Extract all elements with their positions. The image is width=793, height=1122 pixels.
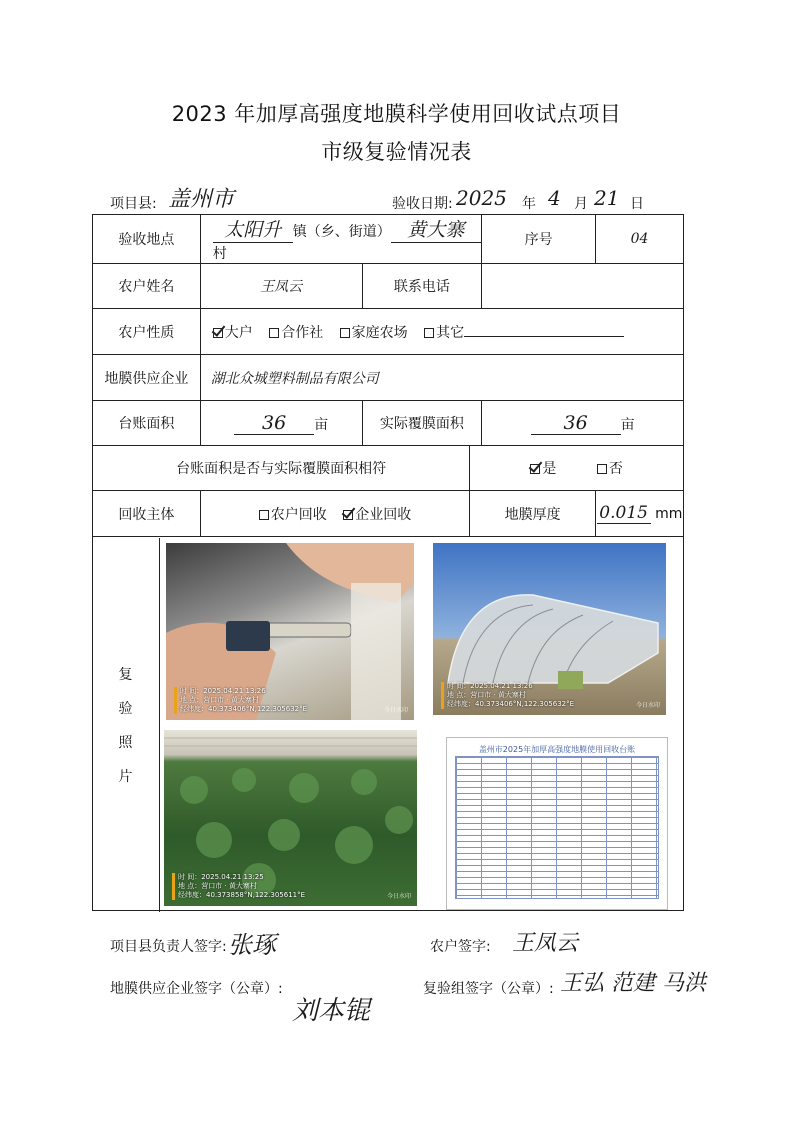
nature-family-label: 家庭农场 — [351, 324, 408, 341]
location-label: 验收地点 — [93, 215, 201, 264]
photo-1-watermark: 今日水印 — [383, 707, 408, 714]
phone-label: 联系电话 — [362, 264, 482, 309]
thickness-unit: mm — [655, 506, 683, 522]
town-value: 太阳升 — [213, 215, 293, 243]
farmer-sign-label: 农户签字: — [430, 939, 491, 955]
nature-coop-label: 合作社 — [281, 324, 324, 341]
recycle-company-label: 企业回收 — [355, 506, 412, 523]
recycle-farmer-checkbox[interactable] — [259, 510, 269, 520]
ledger-area-unit: 亩 — [314, 416, 329, 433]
supplier-signature: 刘本锟 — [292, 996, 371, 1026]
nature-other-checkbox[interactable] — [424, 328, 434, 338]
photo-2-time: 时 间：2025.04.21 13:26 — [447, 682, 533, 690]
farmer-signature: 王凤云 — [512, 931, 579, 956]
photos-label-char-2: 验 — [118, 701, 133, 717]
photo-2-stamp — [441, 682, 574, 709]
photos-label-char-3: 照 — [118, 735, 133, 751]
photo-greenhouse[interactable] — [433, 543, 666, 715]
nature-coop-checkbox[interactable] — [269, 328, 279, 338]
ledger-area-label: 台账面积 — [93, 401, 201, 446]
thickness-value: 0.015 — [597, 503, 651, 524]
village-value: 黄大寨 — [391, 215, 481, 243]
nature-family-checkbox[interactable] — [340, 328, 350, 338]
ledger-area-value: 36 — [234, 412, 314, 435]
village-unit: 村 — [212, 246, 227, 262]
document-title-line2: 市级复验情况表 — [321, 140, 472, 164]
photo-3-time: 时 间：2025.04.21 13:25 — [178, 873, 264, 881]
photos-label — [92, 538, 160, 912]
actual-area-value: 36 — [531, 412, 621, 435]
supplier-label: 地膜供应企业 — [93, 355, 201, 401]
nature-options — [200, 309, 683, 355]
photo-3-watermark: 今日水印 — [386, 893, 411, 900]
town-unit: 镇（乡、街道） — [292, 224, 391, 240]
farmer-name-label: 农户姓名 — [93, 264, 201, 309]
month-unit: 月 — [574, 196, 588, 212]
photo-3-stamp — [172, 873, 305, 900]
photo-ledger-document[interactable] — [446, 737, 668, 910]
supplier-sign-label: 地膜供应企业签字（公章）: — [110, 981, 283, 997]
review-sign-label: 复验组签字（公章）: — [423, 981, 554, 997]
phone-value — [482, 264, 684, 309]
year-unit: 年 — [522, 196, 536, 212]
photo-thickness-measure[interactable] — [166, 543, 414, 720]
match-yes-checkbox[interactable] — [530, 464, 540, 474]
nature-large-label: 大户 — [224, 324, 253, 341]
photos-label-char-4: 片 — [118, 769, 133, 785]
match-label: 台账面积是否与实际覆膜面积相符 — [93, 446, 470, 491]
date-day: 21 — [594, 186, 620, 210]
photo-crops[interactable] — [164, 730, 417, 906]
supplier-value: 湖北众城塑料制品有限公司 — [200, 355, 683, 401]
photos-label-char-1: 复 — [118, 667, 133, 683]
county-value: 盖州市 — [168, 187, 235, 212]
recycle-label: 回收主体 — [93, 491, 201, 537]
photo-1-place: 地 点：营口市 · 黄大寨村 — [180, 696, 259, 704]
review-signature: 王弘 范建 马洪 — [560, 971, 706, 996]
match-options — [470, 446, 684, 491]
thickness-label: 地膜厚度 — [470, 491, 596, 537]
farmer-name-value: 王凤云 — [200, 264, 362, 309]
recycle-farmer-label: 农户回收 — [270, 506, 327, 523]
photo-1-time: 时 间：2025.04.21 13:26 — [180, 687, 266, 695]
county-head-signature: 张琢 — [228, 931, 276, 959]
date-month: 4 — [548, 186, 561, 210]
recycle-options — [200, 491, 470, 537]
day-unit: 日 — [630, 196, 644, 212]
nature-other-label: 其它 — [436, 324, 465, 341]
photo-2-watermark: 今日水印 — [635, 702, 660, 709]
photo-3-coord: 经纬度：40.373858°N,122.305611°E — [178, 891, 306, 899]
nature-large-checkbox[interactable] — [213, 328, 223, 338]
photo-2-coord: 经纬度：40.373406°N,122.305632°E — [447, 700, 575, 708]
actual-area-unit: 亩 — [620, 416, 635, 433]
match-yes-label: 是 — [542, 461, 557, 477]
ledger-grid — [455, 756, 659, 899]
location-cell — [200, 215, 482, 264]
nature-other-blank — [464, 323, 624, 337]
actual-area-label: 实际覆膜面积 — [362, 401, 482, 446]
match-no-label: 否 — [608, 461, 623, 477]
ledger-title: 盖州市2025年加厚高强度地膜使用回收台账 — [478, 745, 636, 754]
date-year: 2025 — [456, 186, 507, 210]
document-title-line1: 2023 年加厚高强度地膜科学使用回收试点项目 — [171, 102, 622, 126]
photo-1-stamp — [174, 687, 307, 714]
county-head-sign-label: 项目县负责人签字: — [110, 939, 227, 955]
match-no-checkbox[interactable] — [597, 464, 607, 474]
photo-1-coord: 经纬度：40.373406°N,122.305632°E — [180, 705, 308, 713]
nature-label: 农户性质 — [93, 309, 201, 355]
county-label: 项目县: — [110, 196, 157, 212]
serial-value: 04 — [596, 215, 684, 264]
serial-label: 序号 — [482, 215, 596, 264]
photo-3-place: 地 点：营口市 · 黄大寨村 — [178, 882, 257, 890]
photo-2-place: 地 点：营口市 · 黄大寨村 — [447, 691, 526, 699]
date-label: 验收日期: — [392, 196, 453, 212]
recycle-company-checkbox[interactable] — [343, 510, 353, 520]
